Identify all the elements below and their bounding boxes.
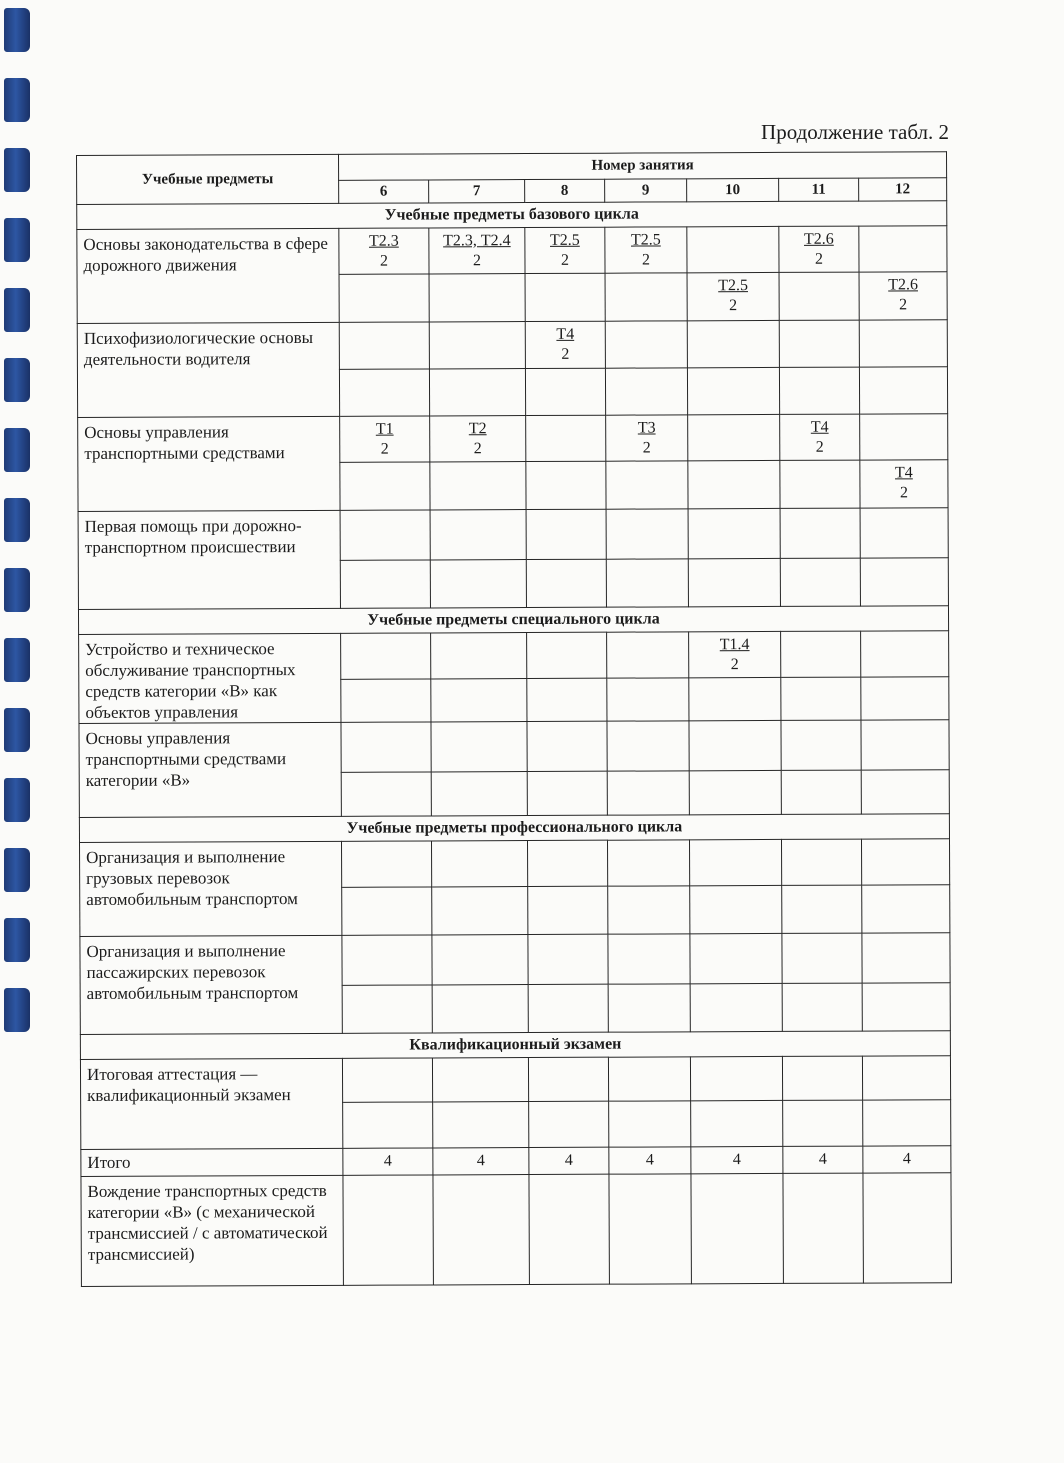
spiral-binding [0, 0, 40, 1463]
schedule-cell [339, 228, 429, 274]
binding-ring [4, 498, 30, 542]
schedule-cell [342, 1058, 432, 1102]
topic-code: Т2.3 [368, 232, 399, 250]
schedule-cell [862, 983, 950, 1031]
schedule-cell [687, 320, 779, 367]
schedule-cell [688, 460, 780, 508]
topic-code: Т4 [894, 464, 913, 482]
schedule-cell [782, 933, 862, 983]
schedule-cell [605, 368, 687, 415]
binding-ring [4, 428, 30, 472]
schedule-cell [691, 1173, 783, 1283]
schedule-cell [430, 510, 526, 560]
schedule-cell [691, 1100, 783, 1146]
schedule-cell [529, 1101, 609, 1147]
schedule-cell [525, 321, 605, 368]
topic-code: Т3 [637, 419, 656, 437]
schedule-cell [607, 721, 689, 771]
topic-code: Т2.6 [888, 276, 919, 294]
schedule-cell [433, 1102, 529, 1148]
schedule-cell [689, 631, 781, 677]
schedule-cell [339, 322, 429, 369]
hours: 2 [642, 439, 651, 457]
schedule-cell [862, 933, 950, 983]
schedule-cell [342, 985, 432, 1033]
schedule-cell [526, 509, 606, 559]
lesson-number: 10 [687, 178, 779, 201]
schedule-cell [688, 508, 780, 558]
schedule-cell [606, 415, 688, 461]
schedule-cell [860, 558, 948, 606]
topic-code: Т2 [468, 420, 487, 438]
topic-code: Т2.5 [630, 231, 661, 249]
binding-ring [4, 568, 30, 612]
schedule-cell [689, 839, 781, 885]
schedule-cell [689, 770, 781, 814]
schedule-cell [340, 510, 430, 560]
subject-name: Основы законодательства в сфере дорожного движения [77, 228, 339, 323]
schedule-cell [343, 1175, 433, 1285]
schedule-cell [862, 1056, 950, 1100]
schedule-cell [781, 839, 861, 885]
subject-name: Организация и выполнение грузовых перевозок автомобильным транспортом [79, 841, 341, 936]
schedule-cell [863, 1173, 951, 1283]
schedule-cell [782, 885, 862, 933]
schedule-cell [431, 678, 527, 722]
binding-ring [4, 848, 30, 892]
total-value: 4 [529, 1147, 609, 1174]
binding-ring [4, 918, 30, 962]
schedule-cell [783, 1100, 863, 1146]
schedule-cell [528, 984, 608, 1032]
schedule-cell [527, 632, 607, 678]
subject-name: Психофизиологические основы деятельности водителя [77, 322, 339, 417]
schedule-cell [528, 1057, 608, 1101]
subject-name: Основы управления транспортными средствами [78, 416, 340, 511]
schedule-cell [429, 369, 525, 416]
schedule-cell [432, 985, 528, 1033]
section-header-basic: Учебные предметы базового цикла [77, 201, 947, 230]
schedule-cell [687, 226, 779, 272]
schedule-cell [340, 560, 430, 608]
schedule-cell [861, 631, 949, 677]
total-value: 4 [863, 1146, 951, 1173]
schedule-cell [608, 886, 690, 934]
schedule-cell [779, 367, 859, 414]
schedule-cell [690, 983, 782, 1031]
section-header-exam: Квалификационный экзамен [80, 1031, 950, 1060]
schedule-cell [341, 722, 431, 772]
schedule-cell [430, 462, 526, 510]
topic-code: Т2.6 [803, 230, 834, 248]
schedule-cell [608, 984, 690, 1032]
schedule-cell [860, 508, 948, 558]
binding-ring [4, 708, 30, 752]
schedule-cell [780, 414, 860, 460]
schedule-cell [689, 677, 781, 721]
schedule-cell [781, 770, 861, 814]
schedule-cell [528, 886, 608, 934]
schedule-cell [687, 272, 779, 320]
subject-name: Первая помощь при дорожно-транспортном происшествии [78, 510, 340, 609]
schedule-cell [859, 367, 947, 414]
table-caption: Продолжение табл. 2 [761, 120, 949, 144]
schedule-cell [431, 772, 527, 816]
lesson-number: 7 [429, 180, 525, 203]
schedule-cell [526, 461, 606, 509]
hours: 2 [815, 438, 824, 456]
schedule-cell [860, 460, 948, 508]
binding-ring [4, 988, 30, 1032]
schedule-cell [607, 771, 689, 815]
schedule-cell [606, 509, 688, 559]
hours: 2 [380, 440, 389, 458]
binding-ring [4, 8, 30, 52]
schedule-cell [780, 460, 860, 508]
schedule-cell [341, 841, 431, 887]
hours: 2 [472, 252, 482, 270]
subject-name: Итоговая аттестация — квалификационный экзамен [80, 1058, 342, 1149]
lesson-number: 9 [605, 179, 687, 202]
hours: 2 [899, 296, 908, 314]
schedule-table-wrapper [76, 151, 951, 1287]
schedule-cell [527, 678, 607, 722]
schedule-cell [429, 322, 525, 369]
schedule-cell [429, 228, 525, 274]
schedule-cell [690, 885, 782, 933]
schedule-cell [605, 273, 687, 321]
subject-name: Вождение транспортных средств категории «В» (с механической трансмиссией / с автоматической трансмиссией) [81, 1175, 343, 1286]
schedule-cell [861, 676, 949, 720]
binding-ring [4, 148, 30, 192]
schedule-cell [343, 1102, 433, 1148]
schedule-cell [690, 933, 782, 983]
schedule-cell [859, 226, 947, 272]
schedule-cell [341, 772, 431, 816]
schedule-cell [431, 841, 527, 887]
binding-ring [4, 638, 30, 682]
schedule-cell [688, 414, 780, 460]
schedule-cell [605, 321, 687, 368]
schedule-cell [690, 1056, 782, 1100]
schedule-cell [606, 559, 688, 607]
topic-code: Т1 [375, 420, 394, 438]
binding-ring [4, 778, 30, 822]
schedule-cell [525, 273, 605, 321]
schedule-cell [341, 633, 431, 679]
totals-label: Итого [81, 1148, 343, 1176]
schedule-cell [607, 840, 689, 886]
schedule-cell [861, 770, 949, 814]
schedule-cell [529, 1174, 609, 1284]
schedule-cell [688, 558, 780, 606]
schedule-cell [525, 368, 605, 415]
schedule-cell [687, 367, 779, 414]
schedule-cell [339, 369, 429, 416]
subject-name: Организация и выполнение пассажирских перевозок автомобильным транспортом [80, 935, 342, 1034]
topic-code: Т2.5 [718, 277, 749, 295]
schedule-cell [609, 1174, 691, 1284]
schedule-cell [429, 274, 525, 322]
schedule-cell [780, 508, 860, 558]
schedule-cell [779, 226, 859, 272]
schedule-cell [607, 632, 689, 678]
schedule-cell [781, 677, 861, 721]
binding-ring [4, 78, 30, 122]
binding-ring [4, 218, 30, 262]
schedule-cell [781, 631, 861, 677]
hours: 2 [729, 297, 738, 315]
hours: 2 [899, 484, 909, 502]
hours: 2 [560, 251, 570, 269]
total-value: 4 [343, 1148, 433, 1175]
lesson-number: 12 [859, 178, 947, 201]
hours: 2 [814, 250, 823, 268]
lesson-number: 8 [525, 179, 605, 202]
schedule-cell [342, 935, 432, 985]
subjects-header: Учебные предметы [77, 154, 339, 204]
schedule-cell [342, 887, 432, 935]
topic-code: Т4 [810, 418, 829, 436]
schedule-cell [340, 416, 430, 462]
schedule-cell [527, 840, 607, 886]
schedule-cell [431, 633, 527, 679]
schedule-cell [526, 415, 606, 461]
schedule-cell [341, 678, 431, 722]
schedule-cell [779, 272, 859, 320]
hours: 2 [561, 345, 570, 363]
schedule-cell [859, 272, 947, 320]
schedule-cell [607, 677, 689, 721]
binding-ring [4, 358, 30, 402]
hours: 2 [641, 251, 651, 269]
lesson-number: 11 [779, 178, 859, 201]
schedule-cell [861, 839, 949, 885]
schedule-cell [431, 722, 527, 772]
schedule-cell [432, 1058, 528, 1102]
total-value: 4 [691, 1146, 783, 1173]
schedule-cell [609, 1101, 691, 1147]
total-value: 4 [609, 1147, 691, 1174]
total-value: 4 [783, 1146, 863, 1173]
schedule-cell [340, 462, 430, 510]
schedule-cell [606, 461, 688, 509]
schedule-cell [527, 721, 607, 771]
schedule-cell [432, 887, 528, 935]
schedule-cell [527, 771, 607, 815]
topic-code: Т2.5 [549, 231, 580, 249]
schedule-cell [432, 935, 528, 985]
schedule-cell [861, 720, 949, 770]
topic-code: Т2.3, Т2.4 [443, 232, 511, 250]
binding-ring [4, 288, 30, 332]
schedule-cell [860, 414, 948, 460]
schedule-cell [780, 558, 860, 606]
schedule-cell [526, 559, 606, 607]
schedule-cell [781, 720, 861, 770]
total-value: 4 [433, 1148, 529, 1175]
section-header-special: Учебные предметы специального цикла [78, 606, 948, 635]
schedule-cell [605, 227, 687, 273]
topic-code: Т1.4 [719, 636, 750, 654]
schedule-cell [433, 1175, 529, 1285]
schedule-cell [608, 1057, 690, 1101]
lesson-number: 6 [339, 180, 429, 203]
hours: 2 [473, 440, 482, 458]
hours: 2 [730, 656, 739, 674]
schedule-cell [863, 1100, 951, 1146]
schedule-cell [528, 934, 608, 984]
schedule-cell [779, 320, 859, 367]
hours: 2 [379, 252, 389, 270]
schedule-cell [782, 1056, 862, 1100]
topic-code: Т4 [556, 325, 575, 343]
lesson-number-header: Номер занятия [338, 152, 946, 181]
section-header-professional: Учебные предметы профессионального цикла [79, 814, 949, 843]
schedule-cell [608, 934, 690, 984]
subject-name: Устройство и техническое обслуживание транспортных средств категории «В» как объектов управления [79, 633, 341, 723]
schedule-cell [689, 720, 781, 770]
schedule-cell [859, 320, 947, 367]
schedule-cell [525, 227, 605, 273]
schedule-cell [430, 416, 526, 462]
schedule-cell [430, 560, 526, 608]
subject-name: Основы управления транспортными средствами категории «В» [79, 722, 341, 817]
schedule-cell [783, 1173, 863, 1283]
schedule-cell [339, 274, 429, 322]
schedule-cell [862, 885, 950, 933]
schedule-cell [782, 983, 862, 1031]
schedule-table [76, 151, 952, 1287]
